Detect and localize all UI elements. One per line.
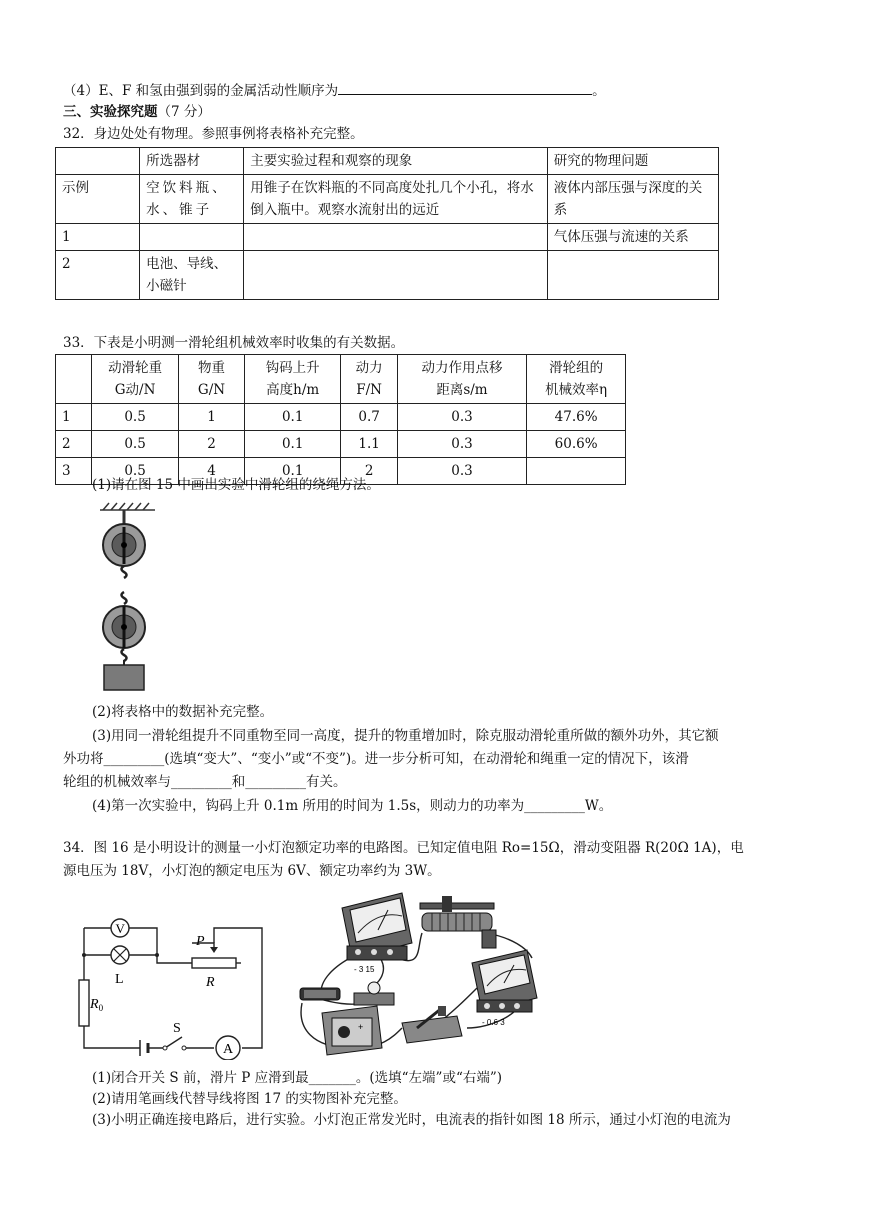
q33-p3b: 外功将_________(选填“变大”、“变小”或“不变”)。进一步分析可知，在动滑轮和绳重一定的情况下，该滑 [63,751,689,767]
battery-plus-icon: + [358,1022,364,1032]
voltmeter-terminals: - 3 15 [354,965,375,974]
header-line: 滑轮组的 [549,360,604,376]
header-line: 距离s/m [436,382,488,398]
battery-box [322,1006,382,1055]
q34-p3: (3)小明正确连接电路后，进行实验。小灯泡正常发光时，电流表的指针如图 18 所示，通过小灯泡的电流为 [92,1112,731,1128]
q34-stem-a: 34．图 16 是小明设计的测量一小灯泡额定功率的电路图。已知定值电阻 Ro=15Ω，滑动变阻器 R(20Ω 1A)，电 [63,840,744,856]
ceiling-hatch [100,503,155,510]
table-cell: 3 [56,458,92,485]
q34-stem-b: 源电压为 18V，小灯泡的额定电压为 6V、额定功率约为 3W。 [63,863,441,879]
table-row [56,431,626,458]
resistor-device [300,988,340,1000]
header-line: 物重 [198,360,225,376]
r0-sub: 0 [98,1003,104,1013]
q34-p1: (1)闭合开关 S 前，滑片 P 应滑到最_______。(选填“左端”或“右端”) [92,1070,503,1086]
q31-item4 [63,80,606,101]
table-header-cell [527,355,626,404]
header-line: 机械效率η [545,382,608,398]
table-cell-answer[interactable] [527,458,626,485]
table-cell: 0.3 [397,431,526,458]
table-cell: 4 [179,458,245,485]
table-header-cell [341,355,397,404]
rheostat-device [420,896,496,948]
table-header-row [56,148,719,175]
table-cell: 2 [56,251,140,300]
header-line: G/N [197,382,226,398]
answer-blank[interactable] [338,80,592,95]
voltmeter-device [342,893,412,960]
table-cell: 1 [56,224,140,251]
table-row [56,224,719,251]
apparatus-picture [292,888,550,1058]
table-cell: 0.3 [397,404,526,431]
hook-icon [122,649,127,661]
table-cell: 液体内部压强与深度的关系 [547,175,718,224]
table-cell: 0.1 [244,431,341,458]
resistor-r0-label [89,997,104,1013]
table-header-cell [56,148,140,175]
q33-p2: (2)将表格中的数据补充完整。 [92,704,274,720]
table-cell: 气体压强与流速的关系 [547,224,718,251]
table-header-cell [244,355,341,404]
table-cell-answer[interactable] [244,224,547,251]
table-cell: 0.1 [244,404,341,431]
switch-label: S [173,1021,181,1036]
r0-main: R [90,997,99,1012]
q31-item4-suffix: 。 [592,83,606,99]
table-cell: 2 [56,431,92,458]
table-cell: 1.1 [341,431,397,458]
q33-p1: (1)请在图 15 中画出实验中滑轮组的绕绳方法。 [92,477,380,493]
rheostat-label: R [206,975,215,990]
table-header-cell: 研究的物理问题 [547,148,718,175]
table-cell: 0.3 [397,458,526,485]
table-cell: 1 [179,404,245,431]
lamp-device [354,982,394,1005]
table-row [56,404,626,431]
header-line: G动/N [114,382,156,398]
fixed-pulley [103,524,145,566]
table-header-cell [92,355,179,404]
header-line: 动力 [355,360,383,376]
lamp-symbol [111,946,129,964]
weight-block [104,665,144,690]
lamp-label: L [115,972,124,987]
ammeter-device [472,950,537,1012]
q33-p3c: 轮组的机械效率与_________和_________有关。 [63,774,347,790]
pulley-figure [95,502,165,694]
hook-icon [122,592,127,604]
table-cell: 电池、导线、小磁针 [140,251,244,300]
q33-table [55,354,626,485]
table-cell-answer[interactable] [140,224,244,251]
voltmeter-label: V [115,921,125,936]
table-cell: 空饮料瓶、水、锥子 [140,175,244,224]
header-line: 动滑轮重 [108,360,163,376]
circuit-diagram [72,895,277,1060]
table-cell: 60.6% [527,431,626,458]
table-cell: 0.1 [244,458,341,485]
q32-stem: 32．身边处处有物理。参照事例将表格补充完整。 [63,126,364,142]
header-line: F/N [356,382,382,398]
table-header-cell: 所选器材 [140,148,244,175]
table-cell: 47.6% [527,404,626,431]
table-cell-answer[interactable] [547,251,718,300]
table-cell: 1 [56,404,92,431]
ammeter-terminals: - 0.6 3 [482,1018,505,1027]
table-cell: 示例 [56,175,140,224]
q32-table [55,147,719,300]
q33-stem: 33．下表是小明测一滑轮组机械效率时收集的有关数据。 [63,335,405,351]
header-line: 动力作用点移 [421,360,503,376]
table-cell-answer[interactable] [244,251,547,300]
q31-item4-text: （4）E、F 和氢由强到弱的金属活动性顺序为 [63,83,339,99]
section-title-text: 三、实验探究题 [63,104,158,120]
table-header-cell [397,355,526,404]
q33-p4: (4)第一次实验中，钩码上升 0.1m 所用的时间为 1.5s，则动力的功率为_________W。 [92,798,613,814]
table-cell: 2 [179,431,245,458]
slider-label: P [196,934,205,949]
q33-p3a: (3)用同一滑轮组提升不同重物至同一高度，提升的物重增加时，除克服动滑轮重所做的额外功外，其它额 [92,728,719,744]
table-header-cell [56,355,92,404]
q34-p2: (2)请用笔画线代替导线将图 17 的实物图补充完整。 [92,1091,407,1107]
battery-symbol [140,1040,148,1056]
movable-pulley [103,606,145,648]
ammeter-label: A [223,1042,234,1057]
table-cell: 0.5 [92,431,179,458]
header-line: 高度h/m [266,382,320,398]
table-header-row [56,355,626,404]
table-cell: 2 [341,458,397,485]
table-cell: 0.5 [92,458,179,485]
table-header-cell [179,355,245,404]
table-cell: 0.5 [92,404,179,431]
hook-icon [122,566,127,578]
table-row [56,251,719,300]
table-header-cell: 主要实验过程和观察的现象 [244,148,547,175]
table-row [56,175,719,224]
table-cell: 用锥子在饮料瓶的不同高度处扎几个小孔，将水倒入瓶中。观察水流射出的远近 [244,175,547,224]
table-cell: 0.7 [341,404,397,431]
section-title [63,102,211,122]
section-score: （7 分） [157,104,211,120]
header-line: 钩码上升 [265,360,320,376]
